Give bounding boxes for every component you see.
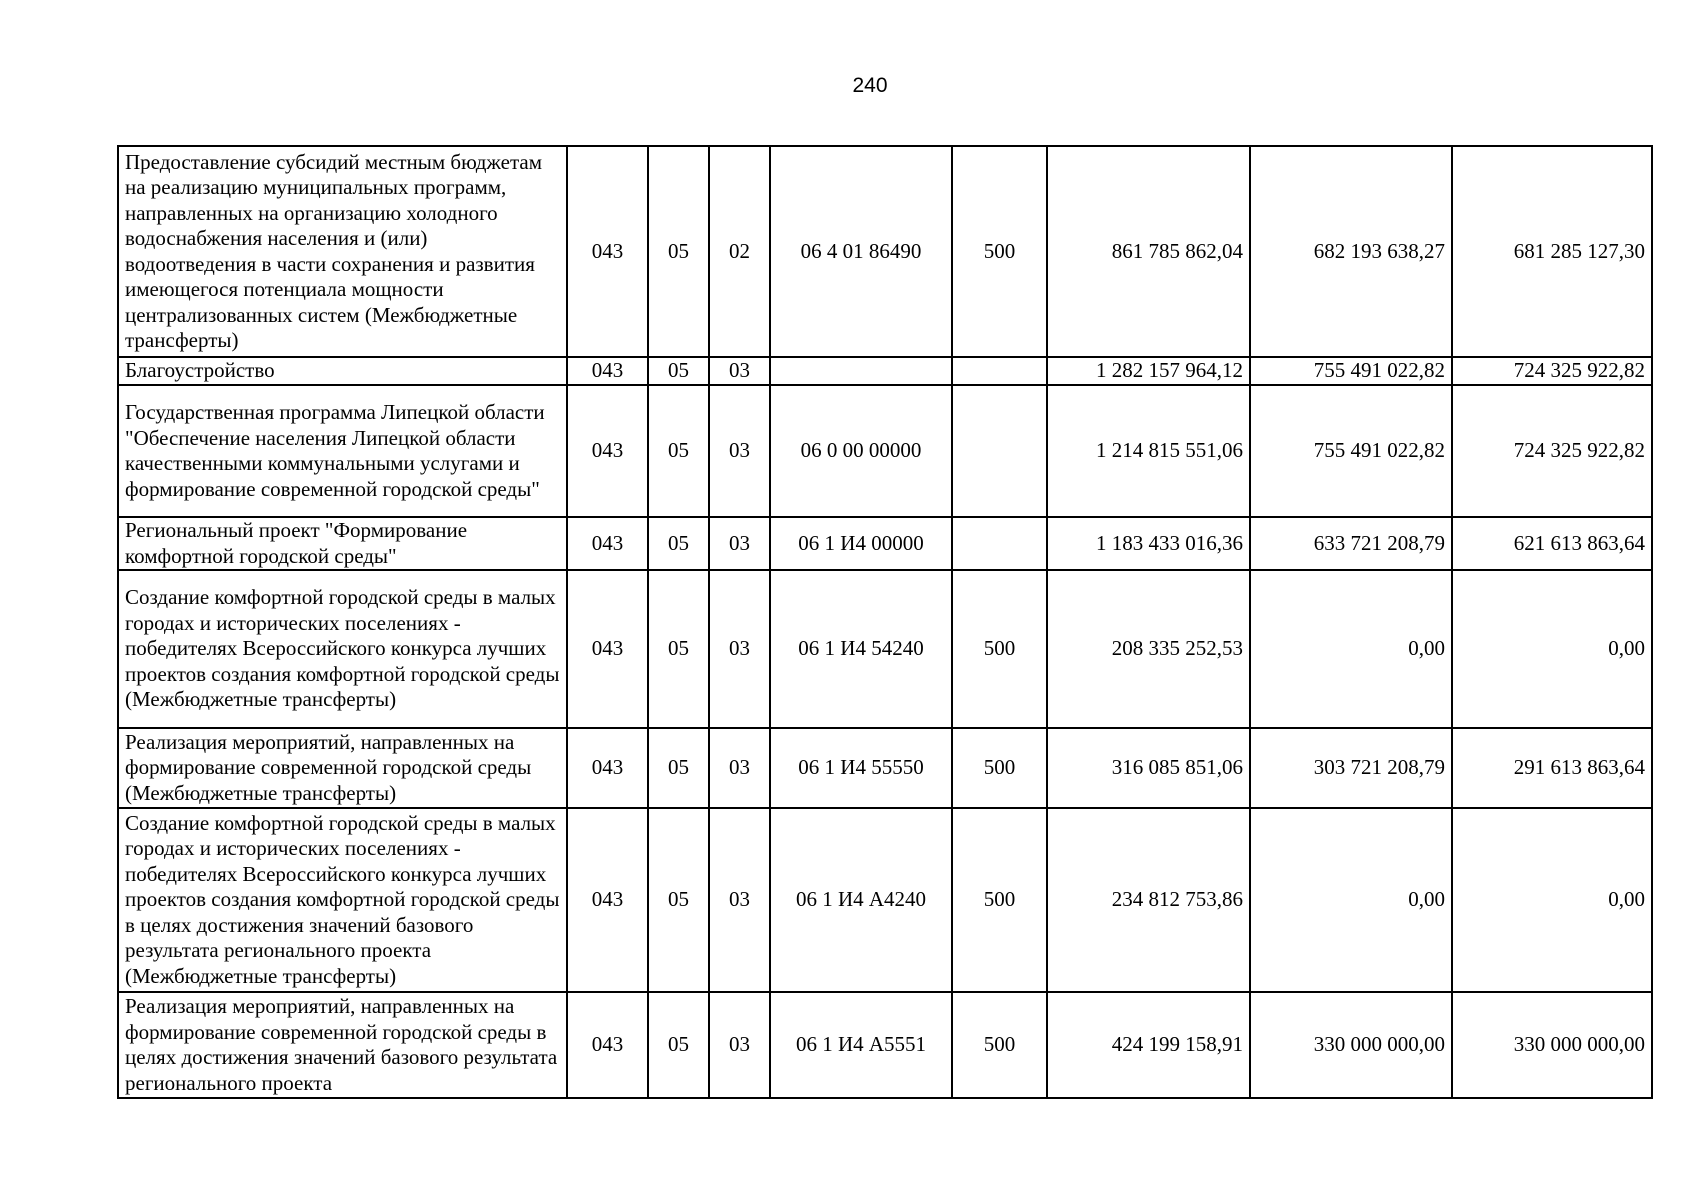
subsection-code: 03	[709, 517, 770, 570]
amount-year-3: 621 613 863,64	[1452, 517, 1652, 570]
ministry-code: 043	[567, 146, 648, 357]
amount-year-2: 755 491 022,82	[1250, 357, 1452, 385]
expense-type-code	[952, 517, 1047, 570]
amount-year-3: 724 325 922,82	[1452, 385, 1652, 517]
section-code: 05	[648, 357, 709, 385]
subsection-code: 03	[709, 570, 770, 728]
subsection-code: 03	[709, 992, 770, 1098]
table-row	[118, 808, 1652, 992]
item-name: Реализация мероприятий, направленных на формирование современной городской среды в целях достижения значений базового результата регионального проекта	[118, 992, 567, 1098]
expense-type-code: 500	[952, 728, 1047, 808]
ministry-code: 043	[567, 570, 648, 728]
section-code: 05	[648, 385, 709, 517]
section-code: 05	[648, 992, 709, 1098]
expense-type-code: 500	[952, 146, 1047, 357]
amount-year-2: 633 721 208,79	[1250, 517, 1452, 570]
subsection-code: 03	[709, 728, 770, 808]
target-article-code: 06 0 00 00000	[770, 385, 952, 517]
ministry-code: 043	[567, 728, 648, 808]
amount-year-2: 755 491 022,82	[1250, 385, 1452, 517]
amount-year-3: 0,00	[1452, 570, 1652, 728]
ministry-code: 043	[567, 517, 648, 570]
budget-table	[117, 145, 1653, 1099]
expense-type-code: 500	[952, 808, 1047, 992]
ministry-code: 043	[567, 357, 648, 385]
table-body	[118, 146, 1652, 1098]
amount-year-3: 0,00	[1452, 808, 1652, 992]
item-name: Благоустройство	[118, 357, 567, 385]
amount-year-2: 303 721 208,79	[1250, 728, 1452, 808]
amount-year-3: 681 285 127,30	[1452, 146, 1652, 357]
target-article-code: 06 4 01 86490	[770, 146, 952, 357]
expense-type-code: 500	[952, 570, 1047, 728]
target-article-code: 06 1 И4 А5551	[770, 992, 952, 1098]
item-name: Реализация мероприятий, направленных на формирование современной городской среды (Межбюджетные трансферты)	[118, 728, 567, 808]
target-article-code: 06 1 И4 54240	[770, 570, 952, 728]
table-row	[118, 570, 1652, 728]
subsection-code: 03	[709, 808, 770, 992]
item-name: Региональный проект "Формирование комфортной городской среды"	[118, 517, 567, 570]
amount-year-1: 861 785 862,04	[1047, 146, 1250, 357]
page-number: 240	[852, 74, 888, 97]
table-row	[118, 357, 1652, 385]
section-code: 05	[648, 570, 709, 728]
amount-year-1: 1 282 157 964,12	[1047, 357, 1250, 385]
target-article-code: 06 1 И4 А4240	[770, 808, 952, 992]
table-row	[118, 728, 1652, 808]
section-code: 05	[648, 146, 709, 357]
target-article-code: 06 1 И4 55550	[770, 728, 952, 808]
amount-year-1: 316 085 851,06	[1047, 728, 1250, 808]
table-row	[118, 385, 1652, 517]
amount-year-1: 208 335 252,53	[1047, 570, 1250, 728]
amount-year-3: 330 000 000,00	[1452, 992, 1652, 1098]
amount-year-2: 0,00	[1250, 808, 1452, 992]
table-row	[118, 992, 1652, 1098]
amount-year-1: 234 812 753,86	[1047, 808, 1250, 992]
item-name: Государственная программа Липецкой области "Обеспечение населения Липецкой области качественными коммунальными услугами и формирование современной городской среды"	[118, 385, 567, 517]
expense-type-code	[952, 385, 1047, 517]
amount-year-3: 724 325 922,82	[1452, 357, 1652, 385]
subsection-code: 03	[709, 385, 770, 517]
amount-year-2: 330 000 000,00	[1250, 992, 1452, 1098]
section-code: 05	[648, 808, 709, 992]
table-row	[118, 146, 1652, 357]
target-article-code	[770, 357, 952, 385]
amount-year-2: 0,00	[1250, 570, 1452, 728]
amount-year-1: 1 183 433 016,36	[1047, 517, 1250, 570]
item-name: Создание комфортной городской среды в малых городах и исторических поселениях - победителях Всероссийского конкурса лучших проектов создания комфортной городской среды в целях достижения значений базового результата регионального проекта (Межбюджетные трансферты)	[118, 808, 567, 992]
table-row	[118, 517, 1652, 570]
subsection-code: 02	[709, 146, 770, 357]
amount-year-3: 291 613 863,64	[1452, 728, 1652, 808]
target-article-code: 06 1 И4 00000	[770, 517, 952, 570]
subsection-code: 03	[709, 357, 770, 385]
expense-type-code	[952, 357, 1047, 385]
amount-year-2: 682 193 638,27	[1250, 146, 1452, 357]
amount-year-1: 424 199 158,91	[1047, 992, 1250, 1098]
item-name: Предоставление субсидий местным бюджетам на реализацию муниципальных программ, направленных на организацию холодного водоснабжения населения и (или) водоотведения в части сохранения и развития имеющегося потенциала мощности централизованных систем (Межбюджетные трансферты)	[118, 146, 567, 357]
ministry-code: 043	[567, 992, 648, 1098]
amount-year-1: 1 214 815 551,06	[1047, 385, 1250, 517]
section-code: 05	[648, 728, 709, 808]
section-code: 05	[648, 517, 709, 570]
item-name: Создание комфортной городской среды в малых городах и исторических поселениях - победителях Всероссийского конкурса лучших проектов создания комфортной городской среды (Межбюджетные трансферты)	[118, 570, 567, 728]
ministry-code: 043	[567, 808, 648, 992]
ministry-code: 043	[567, 385, 648, 517]
expense-type-code: 500	[952, 992, 1047, 1098]
